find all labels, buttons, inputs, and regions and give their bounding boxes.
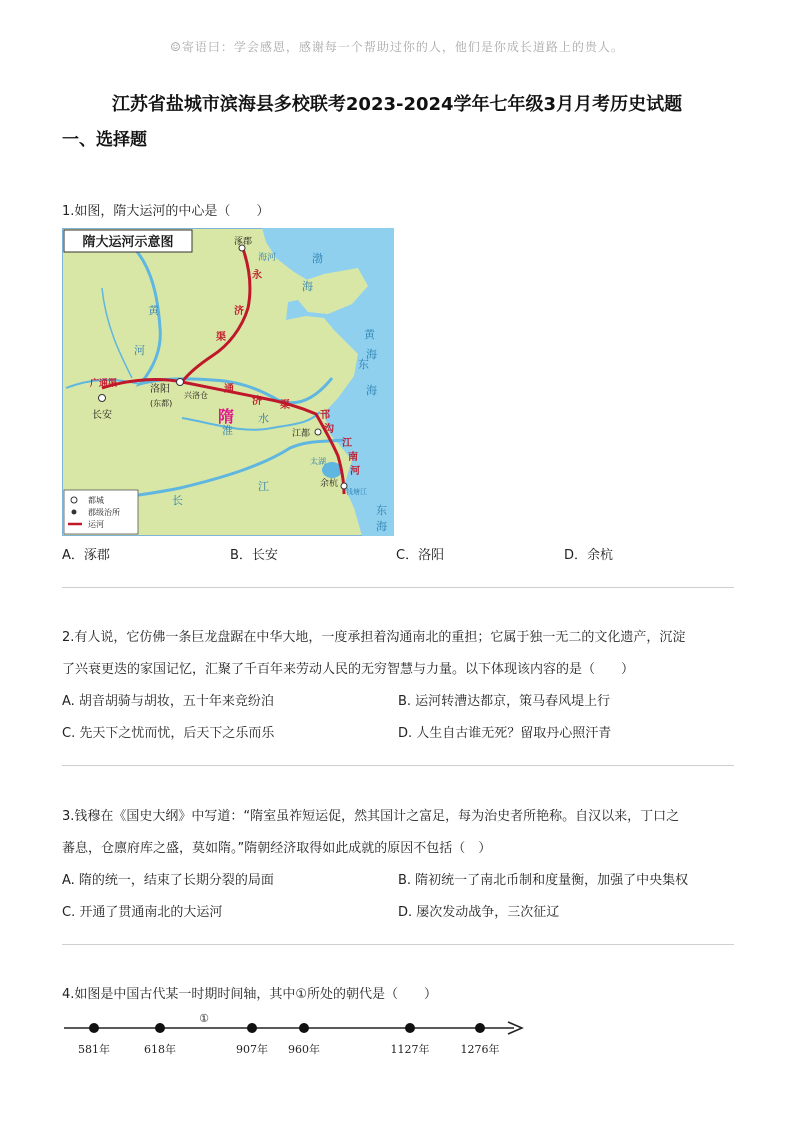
legend-capital-icon <box>71 497 77 503</box>
water-label-changjiang-2: 江 <box>258 480 269 493</box>
legend-prefecture-icon <box>72 510 77 515</box>
question-1 <box>62 196 734 228</box>
canal-label-yongji-3: 渠 <box>216 332 226 343</box>
timeline-year-label: 960年 <box>288 1043 320 1056</box>
q3-option-d[interactable]: D. 屡次发动战争，三次征辽 <box>398 905 560 920</box>
city-label-zhuojun: 涿郡 <box>234 237 253 247</box>
water-label-huanghe-1: 黄 <box>148 304 159 317</box>
page-title: 江苏省盐城市滨海县多校联考2023-2024学年七年级3月月考历史试题 <box>111 94 683 115</box>
water-label-huanghe-2: 河 <box>134 344 145 357</box>
canal-label-tongji-1: 通 <box>224 384 234 395</box>
question-2-stem-line-2: 了兴衰更迭的家国记忆，汇聚了千百年来劳动人民的无穷智慧与力量。以下体现该内容的是（ ） <box>62 662 635 677</box>
timeline-year-label: 1127年 <box>390 1043 430 1056</box>
question-1-options <box>62 540 734 572</box>
timeline-point <box>405 1023 415 1033</box>
question-4-stem: 4.如图是中国古代某一时期时间轴，其中①所处的朝代是（ ） <box>62 987 438 1002</box>
city-label-yuhang: 余杭 <box>320 479 339 489</box>
timeline-marker: ① <box>199 1012 209 1025</box>
canal-label-guangtong: 广通渠 <box>90 379 118 389</box>
canal-label-yongji-1: 永 <box>252 270 262 281</box>
timeline-point <box>247 1023 257 1033</box>
question-2-stem-line-1: 2.有人说，它仿佛一条巨龙盘踞在中华大地，一度承担着沟通南北的重担；它属于独一无二的文化遗产，沉淀 <box>62 630 686 645</box>
city-label-luoyang: 洛阳 <box>150 384 170 395</box>
q2-option-a[interactable]: A. 胡音胡骑与胡妆，五十年来竞纷泊 <box>62 694 274 709</box>
timeline <box>62 1010 532 1060</box>
canal-label-tongji-2: 济 <box>252 396 262 407</box>
city-label-xingluocang: 兴洛仓 <box>184 391 208 400</box>
canal-label-jiangnan-2: 南 <box>348 452 358 463</box>
canal-label-jiangnan-1: 江 <box>342 438 352 449</box>
timeline-point <box>89 1023 99 1033</box>
timeline-year-label: 618年 <box>144 1043 176 1056</box>
canal-label-jiangnan-3: 河 <box>350 466 360 477</box>
map-country-label: 隋 <box>218 407 235 426</box>
question-4 <box>62 979 734 1011</box>
city-label-jiangdu: 江都 <box>292 429 311 439</box>
timeline-year-label: 1276年 <box>460 1043 500 1056</box>
question-1-stem: 1.如图，隋大运河的中心是（ ） <box>62 204 270 219</box>
q1-option-c[interactable]: C．洛阳 <box>396 548 445 563</box>
water-label-qiantang: 钱塘江 <box>346 488 367 496</box>
water-label-huang-sea: 黄 <box>364 328 375 341</box>
question-2 <box>62 622 734 750</box>
water-label-haihe: 海河 <box>258 253 277 263</box>
timeline-point <box>475 1023 485 1033</box>
water-label-hai4: 海 <box>376 520 387 533</box>
q3-option-c[interactable]: C. 开通了贯通南北的大运河 <box>62 905 223 920</box>
water-label-bo: 渤 <box>312 252 323 265</box>
canal-label-hangou-1: 邗 <box>320 410 330 421</box>
city-marker-jiangdu <box>315 429 321 435</box>
legend-label-capital: 都城 <box>88 496 104 505</box>
divider-2 <box>62 765 734 766</box>
q2-option-c[interactable]: C. 先天下之忧而忧，后天下之乐而乐 <box>62 726 275 741</box>
water-label-hai1: 海 <box>302 280 313 293</box>
canal-label-yongji-2: 济 <box>234 306 244 317</box>
canal-label-tongji-3: 渠 <box>280 400 290 411</box>
grand-canal-map <box>62 228 394 536</box>
q3-option-b[interactable]: B. 隋初统一了南北币制和度量衡，加强了中央集权 <box>398 873 689 888</box>
timeline-point <box>155 1023 165 1033</box>
city-label-changan: 长安 <box>92 410 112 421</box>
timeline-year-label: 581年 <box>78 1043 110 1056</box>
water-label-huaihe: 淮 <box>222 424 233 437</box>
timeline-point <box>299 1023 309 1033</box>
question-3-stem-line-1: 3.钱穆在《国史大纲》中写道：“隋室虽祚短运促，然其国计之富足，每为治史者所艳称。自汉以来，丁口之 <box>62 809 680 824</box>
q1-option-d[interactable]: D．余杭 <box>564 548 614 563</box>
water-label-changjiang-1: 长 <box>172 494 183 507</box>
water-label-taihu: 太湖 <box>310 457 326 466</box>
water-label-dong: 东 <box>358 358 369 371</box>
question-3 <box>62 801 734 929</box>
q2-option-d[interactable]: D. 人生自古谁无死？留取丹心照汗青 <box>398 726 612 741</box>
legend-label-canal: 运河 <box>88 520 104 529</box>
q3-option-a[interactable]: A. 隋的统一，结束了长期分裂的局面 <box>62 873 274 888</box>
legend-label-prefecture: 郡级治所 <box>88 508 120 517</box>
question-3-stem-line-2: 蕃息，仓廪府库之盛，莫如隋。”隋朝经济取得如此成就的原因不包括（ ） <box>62 841 492 856</box>
q2-option-b[interactable]: B. 运河转漕达都京，策马春风堤上行 <box>398 694 611 709</box>
water-label-shui: 水 <box>258 412 269 425</box>
water-label-dong2: 东 <box>376 504 387 517</box>
header-motto: ☺寄语曰：学会感恩，感谢每一个帮助过你的人，他们是你成长道路上的贵人。 <box>170 40 624 54</box>
water-label-hai3: 海 <box>366 384 377 397</box>
section-heading: 一、选择题 <box>62 130 147 150</box>
city-marker-changan <box>99 395 106 402</box>
map-title: 隋大运河示意图 <box>82 235 174 250</box>
divider-1 <box>62 587 734 588</box>
city-label-dongdu: (东都) <box>150 399 173 408</box>
q1-option-b[interactable]: B．长安 <box>230 548 278 563</box>
canal-label-hangou-2: 沟 <box>324 424 334 435</box>
city-marker-luoyang <box>177 379 184 386</box>
timeline-year-label: 907年 <box>236 1043 268 1056</box>
water-label-hai2: 海 <box>366 348 377 361</box>
divider-3 <box>62 944 734 945</box>
q1-option-a[interactable]: A．涿郡 <box>62 548 110 563</box>
